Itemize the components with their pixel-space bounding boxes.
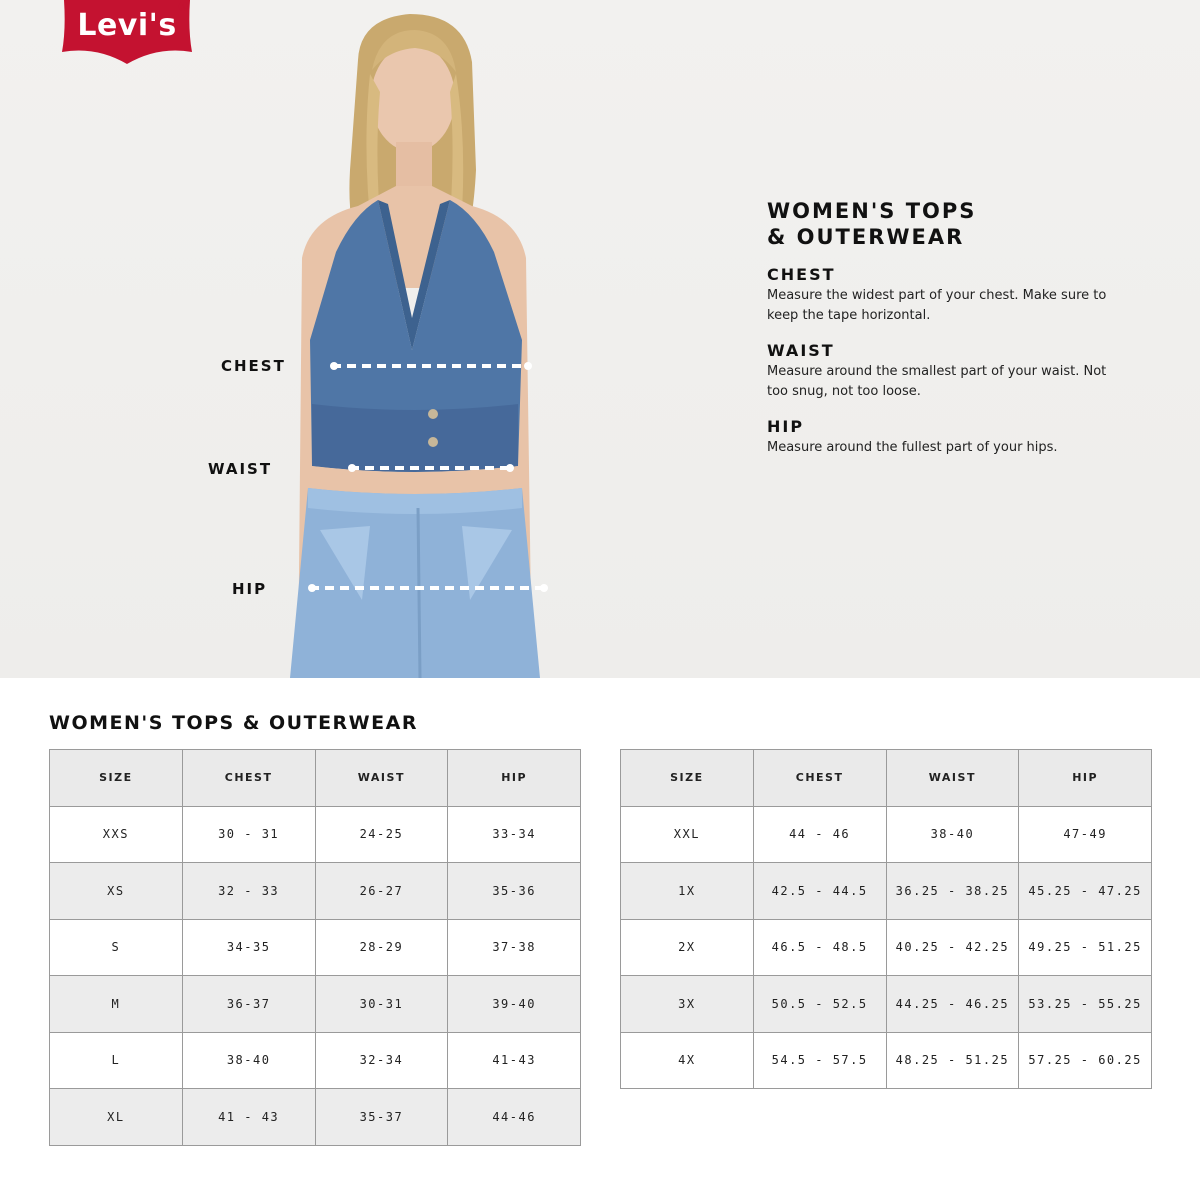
table-row — [621, 806, 1152, 863]
guide-chest-heading: CHEST — [767, 265, 836, 284]
cell-chest: 38-40 — [182, 1032, 315, 1089]
header-chest: CHEST — [753, 750, 886, 807]
cell-chest: 42.5 - 44.5 — [753, 863, 886, 920]
cell-hip: 57.25 - 60.25 — [1019, 1032, 1152, 1089]
header-hip: HIP — [448, 750, 581, 807]
cell-hip: 44-46 — [448, 1089, 581, 1146]
cell-size: XXL — [621, 806, 754, 863]
cell-hip: 41-43 — [448, 1032, 581, 1089]
header-waist: WAIST — [886, 750, 1019, 807]
cell-size: XXS — [50, 806, 183, 863]
cell-chest: 36-37 — [182, 976, 315, 1033]
cell-chest: 30 - 31 — [182, 806, 315, 863]
chest-label: CHEST — [221, 357, 286, 375]
cell-chest: 46.5 - 48.5 — [753, 919, 886, 976]
cell-size: M — [50, 976, 183, 1033]
guide-chest-text: Measure the widest part of your chest. Make sure to keep the tape horizontal. — [767, 288, 1107, 323]
header-size: SIZE — [50, 750, 183, 807]
guide-waist-heading: WAIST — [767, 341, 835, 360]
cell-hip: 49.25 - 51.25 — [1019, 919, 1152, 976]
header-chest: CHEST — [182, 750, 315, 807]
cell-waist: 32-34 — [315, 1032, 448, 1089]
size-chart-title: WOMEN'S TOPS & OUTERWEAR — [49, 712, 418, 734]
cell-size: XS — [50, 863, 183, 920]
cell-waist: 38-40 — [886, 806, 1019, 863]
registered-mark: ® — [176, 0, 190, 15]
table-row — [621, 976, 1152, 1033]
cell-waist: 30-31 — [315, 976, 448, 1033]
guide-hip-text: Measure around the fullest part of your hips. — [767, 440, 1058, 455]
cell-chest: 44 - 46 — [753, 806, 886, 863]
guide-hip-heading: HIP — [767, 417, 805, 436]
guide-title-line1: WOMEN'S TOPS — [767, 199, 977, 223]
cell-waist: 48.25 - 51.25 — [886, 1032, 1019, 1089]
size-table-right — [620, 749, 1152, 1089]
cell-size: 4X — [621, 1032, 754, 1089]
header-hip: HIP — [1019, 750, 1152, 807]
cell-waist: 26-27 — [315, 863, 448, 920]
table-row — [621, 863, 1152, 920]
cell-hip: 33-34 — [448, 806, 581, 863]
cell-size: 1X — [621, 863, 754, 920]
table-header-row — [50, 750, 581, 807]
table-body-left — [50, 806, 581, 1145]
table-header-row — [621, 750, 1152, 807]
cell-size: S — [50, 919, 183, 976]
cell-waist: 40.25 - 42.25 — [886, 919, 1019, 976]
cell-size: 2X — [621, 919, 754, 976]
cell-chest: 32 - 33 — [182, 863, 315, 920]
logo-wordmark: Levi's — [77, 8, 177, 43]
guide-waist-text: Measure around the smallest part of your waist. Not too snug, not too loose. — [767, 364, 1107, 399]
table-row — [621, 1032, 1152, 1089]
cell-hip: 35-36 — [448, 863, 581, 920]
model-photo — [250, 0, 600, 678]
cell-waist: 44.25 - 46.25 — [886, 976, 1019, 1033]
table-row — [50, 976, 581, 1033]
cell-size: L — [50, 1032, 183, 1089]
cell-waist: 24-25 — [315, 806, 448, 863]
cell-chest: 34-35 — [182, 919, 315, 976]
cell-chest: 41 - 43 — [182, 1089, 315, 1146]
cell-hip: 47-49 — [1019, 806, 1152, 863]
cell-size: 3X — [621, 976, 754, 1033]
cell-waist: 28-29 — [315, 919, 448, 976]
cell-waist: 36.25 - 38.25 — [886, 863, 1019, 920]
table-row — [50, 919, 581, 976]
table-row — [621, 919, 1152, 976]
hip-label: HIP — [232, 580, 268, 598]
table-row — [50, 1089, 581, 1146]
waist-label: WAIST — [208, 460, 273, 478]
cell-hip: 37-38 — [448, 919, 581, 976]
size-table-left — [49, 749, 581, 1146]
table-body-right — [621, 806, 1152, 1089]
guide-title-line2: & OUTERWEAR — [767, 225, 965, 249]
cell-waist: 35-37 — [315, 1089, 448, 1146]
cell-hip: 53.25 - 55.25 — [1019, 976, 1152, 1033]
table-row — [50, 863, 581, 920]
table-row — [50, 1032, 581, 1089]
header-waist: WAIST — [315, 750, 448, 807]
cell-hip: 39-40 — [448, 976, 581, 1033]
cell-chest: 54.5 - 57.5 — [753, 1032, 886, 1089]
measurement-guide — [767, 198, 1147, 458]
header-size: SIZE — [621, 750, 754, 807]
cell-chest: 50.5 - 52.5 — [753, 976, 886, 1033]
cell-size: XL — [50, 1089, 183, 1146]
table-row — [50, 806, 581, 863]
cell-hip: 45.25 - 47.25 — [1019, 863, 1152, 920]
